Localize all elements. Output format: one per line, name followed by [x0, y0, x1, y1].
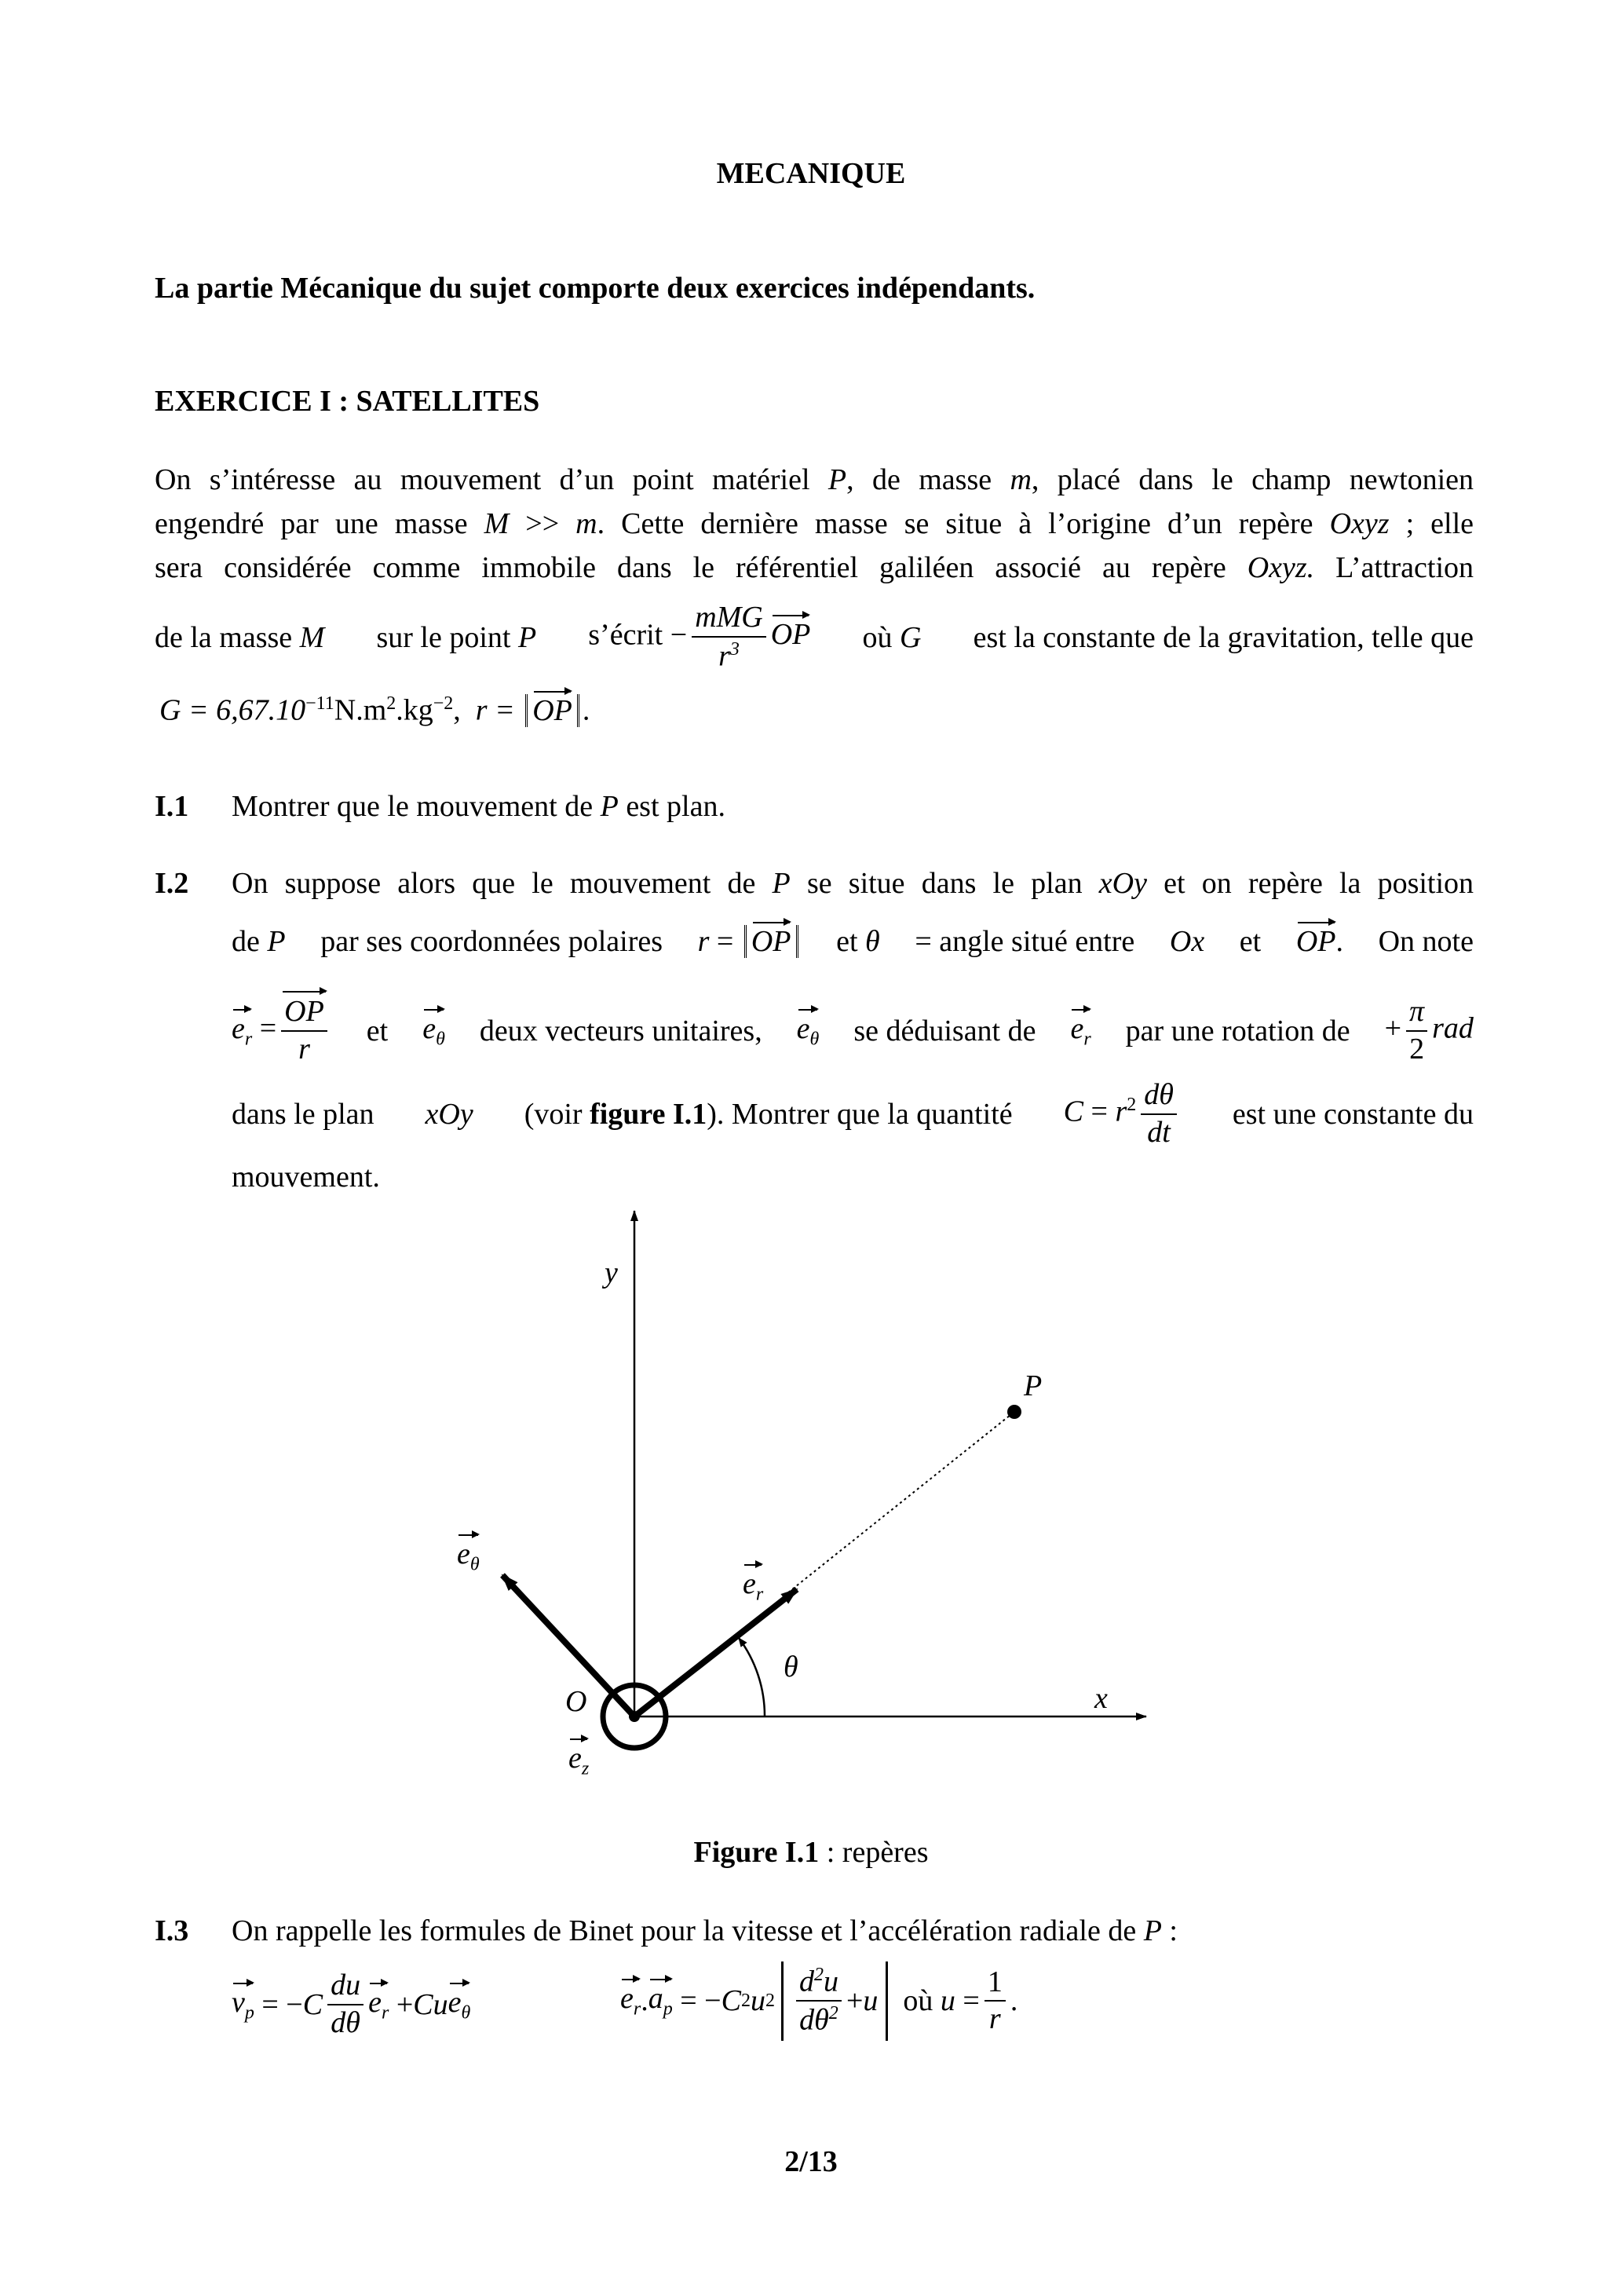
label-o: O	[565, 1685, 587, 1718]
exercise-title: EXERCICE I : SATELLITES	[155, 385, 540, 418]
para1-line1: On s’intéresse au mouvement d’un point matériel P, de masse m, placé dans le champ newtonien	[155, 463, 1474, 496]
para1-line4: de la masse M sur le point P s’écrit − $\frac{\text{mMG}}{r^3}$ OP où G est la constante de la gravitation, telle que	[155, 601, 1474, 673]
para1-line2: engendré par une masse M >> m. Cette dernière masse se situe à l’origine d’un repère Oxyz ; elle	[155, 507, 1474, 540]
q2-line2: de P par ses coordonnées polaires r = OP et θ = angle situé entre Ox et OP. On note	[232, 925, 1474, 958]
figure-diagram	[424, 1201, 1162, 1798]
page-title: MECANIQUE	[716, 157, 906, 190]
page-number: 2/13	[784, 2145, 838, 2178]
label-p: P	[1024, 1369, 1043, 1402]
q1-number: I.1	[155, 790, 189, 823]
binet-acceleration: $e_r$ . $a_p$ = − C 2 u 2 $\frac{d^2u}{d\theta^2}$ + u où u = $\frac{1}{r}$ .	[620, 1961, 1017, 2041]
q2-number: I.2	[155, 867, 189, 900]
theta-arc	[739, 1638, 765, 1717]
q1-text: Montrer que le mouvement de P est plan.	[232, 790, 725, 823]
q2-line4: dans le plan xOy (voir figure I.1). Montrer que la quantité $C = r^2$ $\frac{d\theta}{dt}$ est une constante du	[232, 1078, 1474, 1149]
q2-line5: mouvement.	[232, 1161, 380, 1194]
label-theta: θ	[784, 1651, 798, 1684]
q3-text: On rappelle les formules de Binet pour la vitesse et l’accélération radiale de P :	[232, 1914, 1178, 1947]
gravitation-constant: $G = 6,67.10^{-11}N.m^2.kg^{-2}$, r = OP .	[159, 693, 590, 727]
op-dotted-line	[788, 1412, 1014, 1592]
q2-line1: On suppose alors que le mouvement de P se situe dans le plan xOy et on repère la position	[232, 867, 1474, 900]
label-etheta: $e_\theta$	[457, 1537, 480, 1575]
para1-line3: sera considérée comme immobile dans le référentiel galiléen associé au repère Oxyz. L’attraction	[155, 551, 1474, 584]
intro-sentence: La partie Mécanique du sujet comporte deux exercices indépendants.	[155, 272, 1036, 305]
label-er: $e_r$	[743, 1567, 764, 1605]
q2-line3: $e_r$ = $\frac{OP}{r}$ et $e_\theta$ deux vecteurs unitaires, $e_\theta$ se déduisant de $e_r$ par une rotation de + $\frac{\pi}{2}$ rad	[232, 995, 1474, 1066]
binet-velocity: $v_p$ = − C $\frac{du}{d\theta}$ $e_r$ + Cu $e_\theta$	[232, 1969, 471, 2039]
q3-number: I.3	[155, 1914, 189, 1947]
figure-caption: Figure I.1 : repères	[693, 1836, 929, 1869]
label-y: y	[605, 1256, 618, 1289]
label-x: x	[1094, 1682, 1108, 1715]
label-ez: $e_z$	[568, 1742, 590, 1779]
point-p	[1007, 1405, 1021, 1419]
